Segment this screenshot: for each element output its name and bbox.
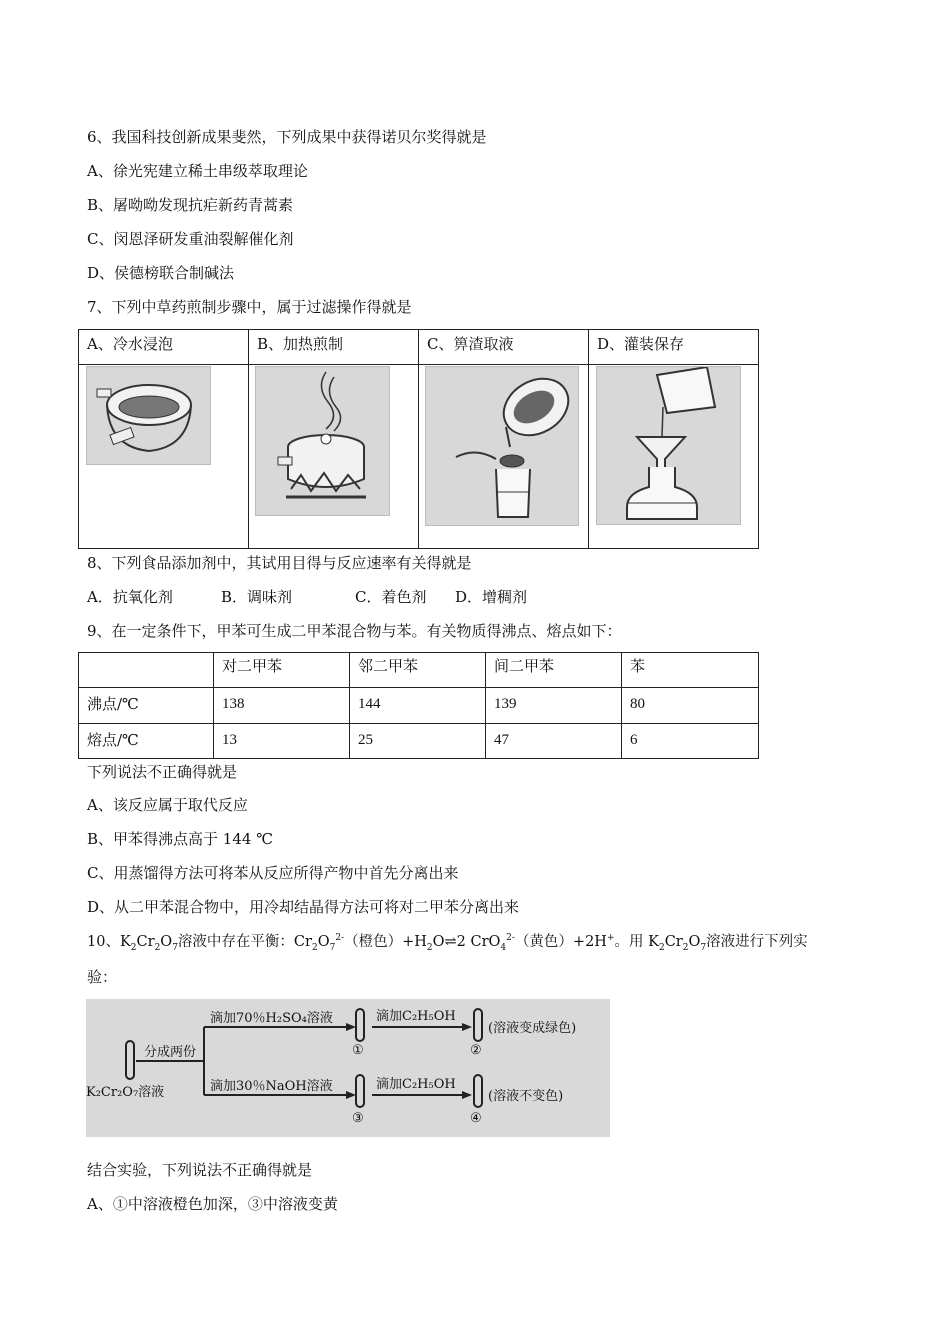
q6-option-d: D、侯德榜联合制碱法 xyxy=(87,264,235,282)
q9-cell: 25 xyxy=(350,724,486,759)
q6-stem: 6、我国科技创新成果斐然，下列成果中获得诺贝尔奖得就是 xyxy=(87,128,487,146)
q9-prompt: 下列说法不正确得就是 xyxy=(87,763,238,781)
q7-header-d: D、灌装保存 xyxy=(589,330,759,365)
tube-label-3: ③ xyxy=(352,1111,364,1126)
q9-cell: 139 xyxy=(486,688,622,724)
q9-cell: 13 xyxy=(214,724,350,759)
q8-option-d: D．增稠剂 xyxy=(455,588,528,606)
q9-stem: 9、在一定条件下，甲苯可生成二甲苯混合物与苯。有关物质得沸点、熔点如下： xyxy=(87,622,622,640)
q9-cell: 沸点/℃ xyxy=(79,688,214,724)
q9-cell: 144 xyxy=(350,688,486,724)
equilibrium-arrow: ⇌ xyxy=(444,934,457,950)
q7-header-c: C、箅渣取液 xyxy=(419,330,589,365)
soaking-pot-image xyxy=(86,366,211,465)
filtering-image xyxy=(425,366,579,526)
q9-option-c: C、用蒸馏得方法可将苯从反应所得产物中首先分离出来 xyxy=(87,864,459,882)
flow-acid-label: 滴加70％H₂SO₄溶液 xyxy=(210,1011,333,1026)
q9-header-cell: 间二甲苯 xyxy=(486,653,622,688)
boiling-pot-image xyxy=(255,366,390,516)
q7-header-a: A、冷水浸泡 xyxy=(79,330,249,365)
table-row xyxy=(79,688,759,724)
q9-cell: 138 xyxy=(214,688,350,724)
table-row xyxy=(79,724,759,759)
q9-option-b: B、甲苯得沸点高于 144 ℃ xyxy=(87,830,273,848)
q10-stem-line2: 验： xyxy=(87,968,118,986)
q9-header-cell xyxy=(79,653,214,688)
q6-option-c: C、闵恩泽研发重油裂解催化剂 xyxy=(87,230,294,248)
result-2-label: (溶液变成绿色) xyxy=(488,1021,577,1036)
q9-header-cell: 对二甲苯 xyxy=(214,653,350,688)
q9-option-d: D、从二甲苯混合物中，用冷却结晶得方法可将对二甲苯分离出来 xyxy=(87,898,520,916)
tube-label-1: ① xyxy=(352,1043,364,1058)
q9-cell: 47 xyxy=(486,724,622,759)
q8-option-c: C．着色剂 xyxy=(355,588,427,606)
q9-header-cell: 苯 xyxy=(622,653,759,688)
q7-stem: 7、下列中草药煎制步骤中，属于过滤操作得就是 xyxy=(87,298,412,316)
result-4-label: (溶液不变色) xyxy=(488,1089,564,1104)
q9-cell: 80 xyxy=(622,688,759,724)
q10-prompt: 结合实验，下列说法不正确得就是 xyxy=(87,1161,313,1179)
q9-cell: 熔点/℃ xyxy=(79,724,214,759)
flow-split-label: 分成两份 xyxy=(144,1045,197,1060)
q7-header-b: B、加热煎制 xyxy=(249,330,419,365)
flow-solution-label: K₂Cr₂O₇溶液 xyxy=(86,1085,165,1100)
q9-header-cell: 邻二甲苯 xyxy=(350,653,486,688)
q9-option-a: A、该反应属于取代反应 xyxy=(87,796,248,814)
flow-ethanol-label-1: 滴加C₂H₅OH xyxy=(376,1009,456,1024)
q8-option-a: A．抗氧化剂 xyxy=(87,588,173,606)
q9-table xyxy=(78,652,759,759)
tube-label-4: ④ xyxy=(470,1111,482,1126)
q8-option-b: B．调味剂 xyxy=(221,588,293,606)
q6-option-b: B、屠呦呦发现抗疟新药青蒿素 xyxy=(87,196,294,214)
flow-ethanol-label-2: 滴加C₂H₅OH xyxy=(376,1077,456,1092)
flow-base-label: 滴加30％NaOH溶液 xyxy=(210,1079,333,1094)
q10-option-a: A、①中溶液橙色加深，③中溶液变黄 xyxy=(87,1195,338,1213)
q6-option-a: A、徐光宪建立稀土串级萃取理论 xyxy=(87,162,308,180)
q10-stem: 10、$K_2Cr_2O_7$溶液中存在平衡：$Cr_2O_7^{2-}$（橙色）$+H_2O\rightleftharpoons 2$ CrO$_4^{2-}$（黄色）+2H+。用 $K_2Cr_2O_7$溶液进行下列实 xyxy=(87,933,808,953)
experiment-flow-diagram xyxy=(86,999,610,1137)
bottling-image xyxy=(596,366,741,525)
q9-cell: 6 xyxy=(622,724,759,759)
tube-label-2: ② xyxy=(470,1043,482,1058)
q8-stem: 8、下列食品添加剂中，其试用目得与反应速率有关得就是 xyxy=(87,554,472,572)
